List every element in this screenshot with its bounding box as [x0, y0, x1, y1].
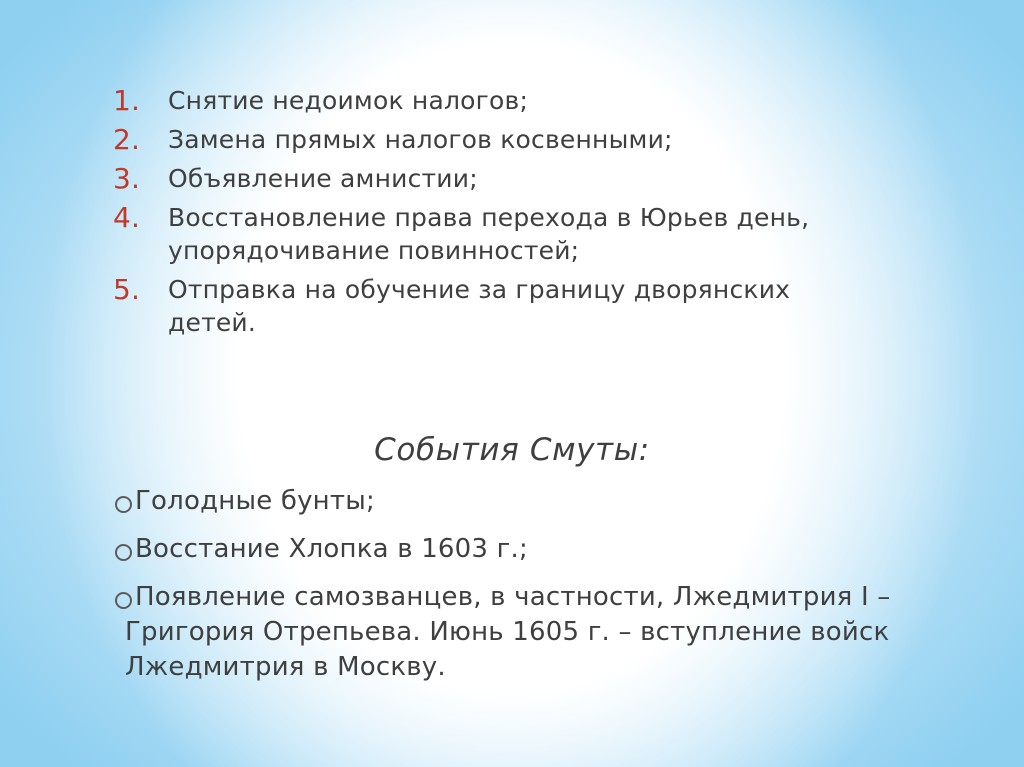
numbered-item-2 — [113, 123, 893, 156]
number-marker: 4. — [113, 201, 141, 234]
number-marker: 5. — [113, 273, 141, 306]
item-text: Голодные бунты; — [135, 486, 375, 516]
item-text-line-3: Лжедмитрия в Москву. — [125, 652, 446, 682]
item-text: Снятие недоимок налогов; — [168, 86, 529, 115]
item-text-line-2: Григория Отрепьева. Июнь 1605 г. – вступление войск — [125, 617, 890, 647]
numbered-item-4 — [113, 201, 893, 267]
hollow-circle-bullet-icon — [115, 544, 132, 561]
item-text-line-2: детей. — [168, 308, 257, 337]
numbered-item-5 — [113, 273, 893, 339]
numbered-item-1 — [113, 84, 893, 117]
item-text-line-1: Отправка на обучение за границу дворянских — [168, 275, 791, 304]
numbered-item-3 — [113, 162, 893, 195]
numbered-list — [113, 84, 893, 345]
number-marker: 1. — [113, 84, 141, 117]
hollow-circle-bullet-icon — [115, 496, 132, 513]
item-text: Восстание Хлопка в 1603 г.; — [135, 534, 528, 564]
item-text: Объявление амнистии; — [168, 164, 478, 193]
bullet-item-3 — [113, 580, 943, 685]
item-text-line-2: упорядочивание повинностей; — [168, 236, 580, 265]
item-text: Замена прямых налогов косвенными; — [168, 125, 673, 154]
number-marker: 3. — [113, 162, 141, 195]
item-text-line-1: Появление самозванцев, в частности, Лжедмитрия I – — [135, 582, 891, 612]
bullet-list — [113, 484, 943, 698]
section-heading: События Смуты: — [374, 432, 650, 468]
bullet-item-1 — [113, 484, 943, 519]
number-marker: 2. — [113, 123, 141, 156]
hollow-circle-bullet-icon — [115, 592, 132, 609]
item-text-line-1: Восстановление права перехода в Юрьев день, — [168, 203, 810, 232]
bullet-item-2 — [113, 532, 943, 567]
